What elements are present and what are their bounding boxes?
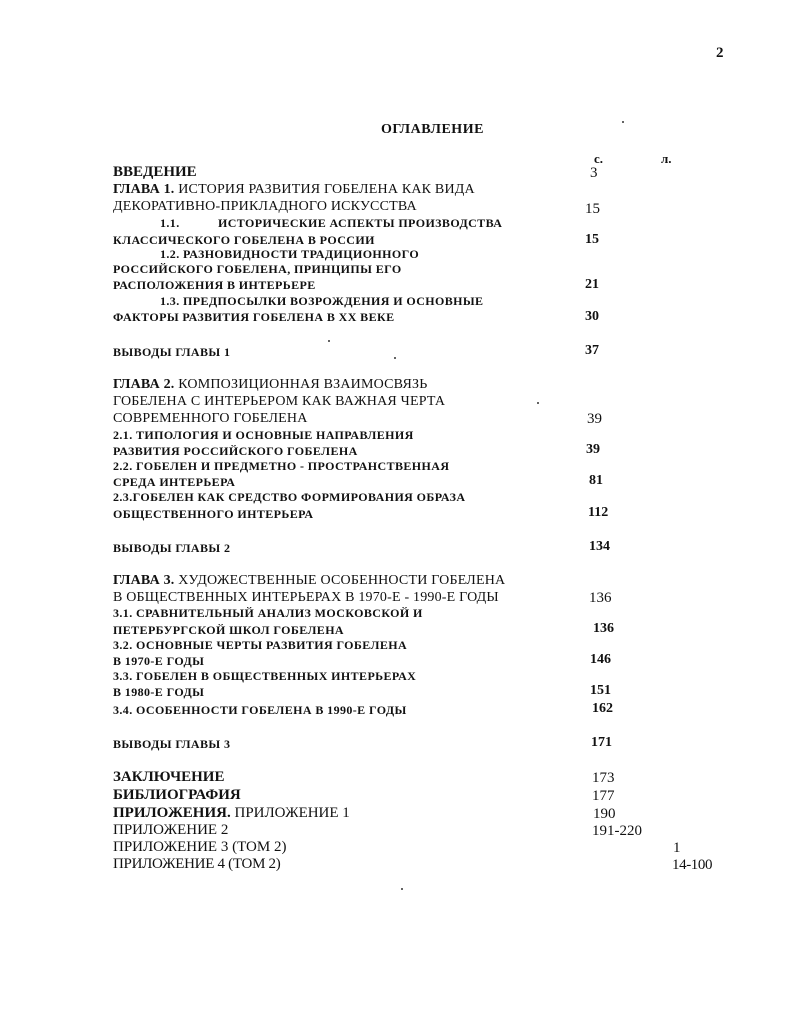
toc-section-2-3-line2: ОБЩЕСТВЕННОГО ИНТЕРЬЕРА: [113, 507, 314, 521]
toc-section-3-3-line2: В 1980-Е ГОДЫ: [113, 685, 205, 699]
chapter2-label: ГЛАВА 2.: [113, 377, 175, 392]
toc-appendices: [113, 806, 350, 821]
toc-section-2-1-line1: 2.1. ТИПОЛОГИЯ И ОСНОВНЫЕ НАПРАВЛЕНИЯ: [113, 428, 414, 442]
toc-section-3-2-line2: В 1970-Е ГОДЫ: [113, 654, 205, 668]
toc-section-2-2-line2: СРЕДА ИНТЕРЬЕРА: [113, 475, 236, 489]
toc-appendix-2-page: 191-220: [592, 823, 642, 839]
toc-appendix-3: ПРИЛОЖЕНИЕ 3 (ТОМ 2): [113, 839, 287, 855]
toc-section-2-2-line1: 2.2. ГОБЕЛЕН И ПРЕДМЕТНО - ПРОСТРАНСТВЕННАЯ: [113, 459, 450, 473]
toc-chapter3-heading-line1: [113, 574, 505, 588]
toc-conclusion-page: 173: [592, 770, 615, 786]
toc-bibliography: БИБЛИОГРАФИЯ: [113, 787, 241, 803]
chapter3-label: ГЛАВА 3.: [113, 573, 175, 588]
toc-section-1-1-page: 15: [585, 232, 599, 247]
toc-section-1-1-line2: КЛАССИЧЕСКОГО ГОБЕЛЕНА В РОССИИ: [113, 233, 375, 247]
toc-chapter1-conclusions-page: 37: [585, 343, 599, 358]
toc-section-1-3-line2: ФАКТОРЫ РАЗВИТИЯ ГОБЕЛЕНА В XX ВЕКЕ: [113, 310, 395, 324]
chapter3-title-line1: ХУДОЖЕСТВЕННЫЕ ОСОБЕННОСТИ ГОБЕЛЕНА: [178, 573, 506, 588]
toc-section-2-3-line1: 2.3.ГОБЕЛЕН КАК СРЕДСТВО ФОРМИРОВАНИЯ ОБРАЗА: [113, 490, 466, 504]
toc-appendix-1-page: 190: [593, 806, 616, 822]
toc-section-3-3-page: 151: [590, 683, 611, 698]
chapter2-title-line1: КОМПОЗИЦИОННАЯ ВЗАИМОСВЯЗЬ: [178, 377, 428, 392]
toc-section-3-4-page: 162: [592, 701, 613, 716]
toc-section-1-2-line2: РОССИЙСКОГО ГОБЕЛЕНА, ПРИНЦИПЫ ЕГО: [113, 262, 402, 276]
toc-section-1-3-line1: 1.3. ПРЕДПОСЫЛКИ ВОЗРОЖДЕНИЯ И ОСНОВНЫЕ: [160, 294, 484, 308]
toc-appendix-4: ПРИЛОЖЕНИЕ 4 (ТОМ 2): [113, 856, 281, 872]
toc-appendix-3-leaf: 1: [673, 840, 681, 856]
toc-section-3-4: 3.4. ОСОБЕННОСТИ ГОБЕЛЕНА В 1990-Е ГОДЫ: [113, 703, 407, 717]
column-header-pages: с.: [594, 151, 604, 166]
toc-section-3-1-page: 136: [593, 621, 614, 636]
toc-section-3-2-page: 146: [590, 652, 611, 667]
toc-chapter1-heading-line1: [113, 183, 475, 197]
toc-section-3-1-line2: ПЕТЕРБУРГСКОЙ ШКОЛ ГОБЕЛЕНА: [113, 623, 344, 637]
toc-section-1-2-line1: 1.2. РАЗНОВИДНОСТИ ТРАДИЦИОННОГО: [160, 247, 420, 261]
toc-chapter3-conclusions: ВЫВОДЫ ГЛАВЫ 3: [113, 737, 231, 751]
toc-chapter1-page: 15: [585, 201, 600, 217]
toc-chapter2-page: 39: [587, 411, 602, 427]
chapter1-title-line1: ИСТОРИЯ РАЗВИТИЯ ГОБЕЛЕНА КАК ВИДА: [178, 182, 475, 197]
toc-bibliography-page: 177: [592, 788, 615, 804]
toc-section-2-2-page: 81: [589, 473, 603, 488]
toc-section-3-2-line1: 3.2. ОСНОВНЫЕ ЧЕРТЫ РАЗВИТИЯ ГОБЕЛЕНА: [113, 638, 408, 652]
toc-chapter3-conclusions-page: 171: [591, 735, 612, 750]
toc-section-3-3-line1: 3.3. ГОБЕЛЕН В ОБЩЕСТВЕННЫХ ИНТЕРЬЕРАХ: [113, 669, 417, 683]
toc-chapter3-heading-line2: В ОБЩЕСТВЕННЫХ ИНТЕРЬЕРАХ В 1970-Е - 1990-Е ГОДЫ: [113, 590, 499, 605]
toc-intro-page: 3: [590, 165, 598, 181]
toc-chapter2-conclusions-page: 134: [589, 539, 610, 554]
toc-chapter1-conclusions: ВЫВОДЫ ГЛАВЫ 1: [113, 345, 231, 359]
page-title: ОГЛАВЛЕНИЕ: [381, 122, 484, 137]
toc-intro: ВВЕДЕНИЕ: [113, 164, 197, 180]
toc-appendix-4-leaf: 14-100: [672, 857, 713, 873]
toc-section-2-3-page: 112: [588, 505, 609, 520]
toc-chapter2-heading-line3: СОВРЕМЕННОГО ГОБЕЛЕНА: [113, 411, 308, 426]
toc-section-1-2-line3: РАСПОЛОЖЕНИЯ В ИНТЕРЬЕРЕ: [113, 278, 316, 292]
appendix-1-label: ПРИЛОЖЕНИЕ 1: [234, 805, 350, 821]
toc-conclusion: ЗАКЛЮЧЕНИЕ: [113, 769, 225, 785]
page-number: 2: [716, 45, 724, 61]
scan-speck: [537, 402, 539, 404]
toc-section-1-3-page: 30: [585, 309, 599, 324]
toc-section-2-1-line2: РАЗВИТИЯ РОССИЙСКОГО ГОБЕЛЕНА: [113, 444, 358, 458]
toc-chapter3-page: 136: [589, 590, 612, 606]
scan-speck: [401, 888, 403, 890]
column-header-leaves: л.: [661, 151, 672, 166]
scan-speck: [394, 357, 396, 359]
toc-section-3-1-line1: 3.1. СРАВНИТЕЛЬНЫЙ АНАЛИЗ МОСКОВСКОЙ И: [113, 606, 423, 620]
scan-speck: [328, 340, 330, 342]
toc-section-1-2-page: 21: [585, 277, 599, 292]
toc-chapter2-heading-line2: ГОБЕЛЕНА С ИНТЕРЬЕРОМ КАК ВАЖНАЯ ЧЕРТА: [113, 394, 446, 409]
toc-chapter2-conclusions: ВЫВОДЫ ГЛАВЫ 2: [113, 541, 231, 555]
toc-chapter2-heading-line1: [113, 378, 427, 392]
toc-section-1-1-line1: ИСТОРИЧЕСКИЕ АСПЕКТЫ ПРОИЗВОДСТВА: [218, 216, 503, 230]
toc-section-2-1-page: 39: [586, 442, 600, 457]
appendices-label: ПРИЛОЖЕНИЯ.: [113, 805, 231, 821]
toc-section-1-1-number: 1.1.: [160, 216, 180, 230]
toc-chapter1-heading-line2: ДЕКОРАТИВНО-ПРИКЛАДНОГО ИСКУССТВА: [113, 199, 417, 214]
scan-speck: [622, 121, 624, 123]
chapter1-label: ГЛАВА 1.: [113, 182, 175, 197]
toc-appendix-2: ПРИЛОЖЕНИЕ 2: [113, 822, 229, 838]
